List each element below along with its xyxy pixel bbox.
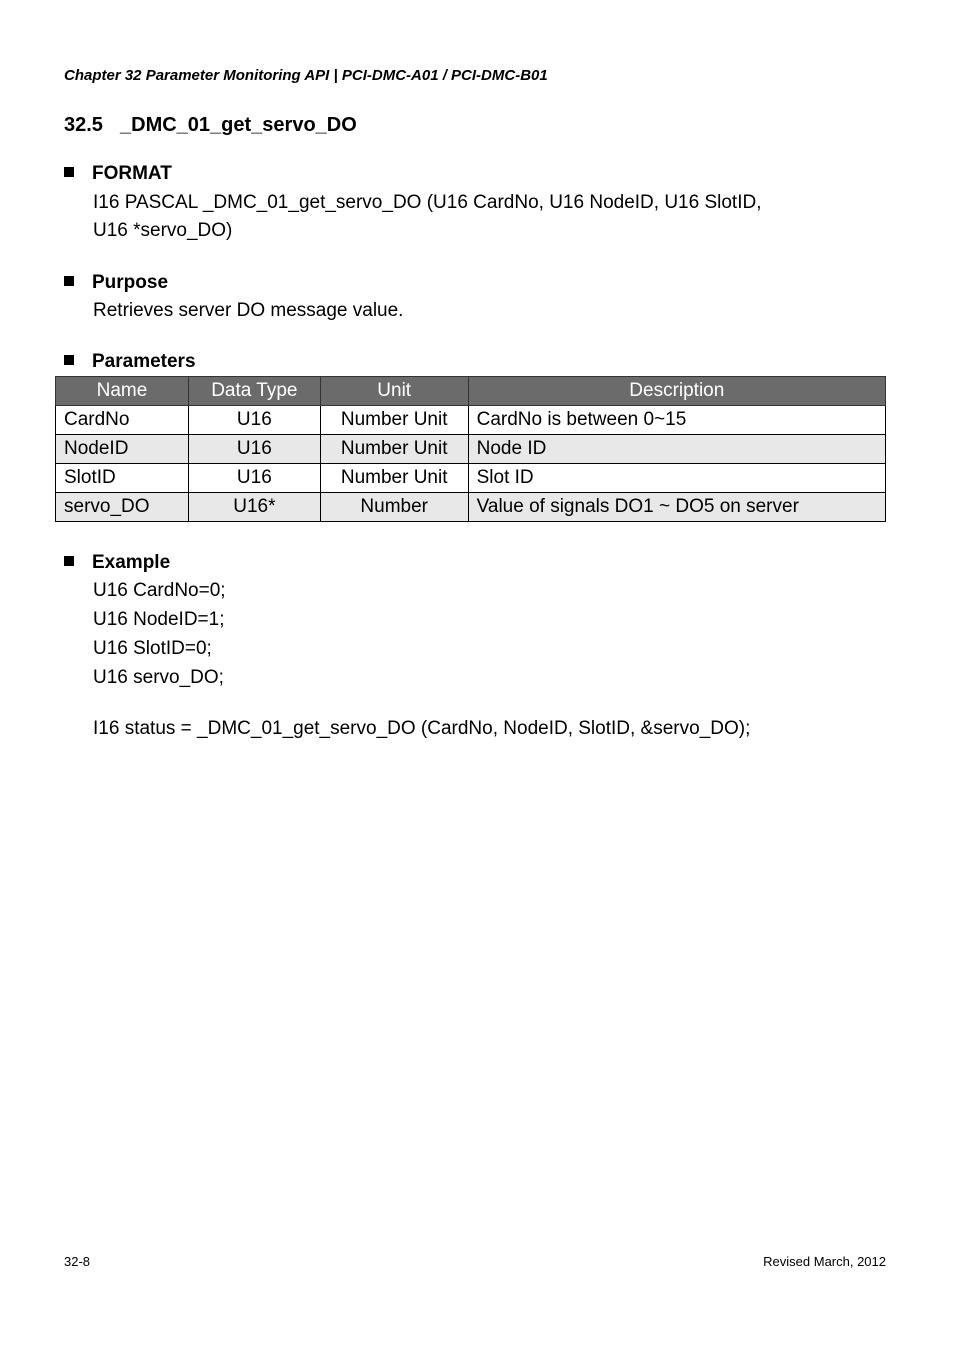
- table-cell: NodeID: [56, 435, 189, 464]
- format-heading: [64, 163, 172, 185]
- table-header-row: [56, 377, 886, 406]
- example-heading: [64, 552, 170, 574]
- example-line-2: U16 NodeID=1;: [93, 609, 225, 630]
- table-cell: Node ID: [468, 435, 885, 464]
- section-number: 32.5: [64, 114, 103, 136]
- table-cell: SlotID: [56, 464, 189, 493]
- column-header: Data Type: [188, 377, 320, 406]
- table-cell: Value of signals DO1 ~ DO5 on server: [468, 493, 885, 522]
- table-cell: Number Unit: [320, 464, 468, 493]
- purpose-text: Retrieves server DO message value.: [93, 300, 404, 321]
- table-cell: Number Unit: [320, 435, 468, 464]
- format-line-1: I16 PASCAL _DMC_01_get_servo_DO (U16 CardNo, U16 NodeID, U16 SlotID,: [93, 192, 762, 213]
- format-heading-label: FORMAT: [92, 163, 172, 184]
- section-name: _DMC_01_get_servo_DO: [120, 114, 357, 136]
- table-cell: servo_DO: [56, 493, 189, 522]
- parameters-heading: [64, 351, 196, 373]
- square-bullet-icon: [64, 167, 74, 177]
- parameters-heading-label: Parameters: [92, 351, 196, 372]
- table-cell: CardNo is between 0~15: [468, 406, 885, 435]
- revision-date: Revised March, 2012: [763, 1254, 886, 1269]
- example-line-4: U16 servo_DO;: [93, 667, 224, 688]
- section-title: [64, 114, 357, 137]
- table-cell: U16: [188, 406, 320, 435]
- example-heading-label: Example: [92, 552, 171, 573]
- square-bullet-icon: [64, 276, 74, 286]
- chapter-header: Chapter 32 Parameter Monitoring API | PCI-DMC-A01 / PCI-DMC-B01: [64, 67, 548, 84]
- table-cell: U16: [188, 435, 320, 464]
- table-cell: U16: [188, 464, 320, 493]
- column-header: Description: [468, 377, 885, 406]
- parameters-table: [55, 376, 886, 522]
- table-row: [56, 435, 886, 464]
- table-cell: Number Unit: [320, 406, 468, 435]
- column-header: Name: [56, 377, 189, 406]
- square-bullet-icon: [64, 556, 74, 566]
- example-line-1: U16 CardNo=0;: [93, 580, 226, 601]
- table-cell: Number: [320, 493, 468, 522]
- table-cell: Slot ID: [468, 464, 885, 493]
- example-line-3: U16 SlotID=0;: [93, 638, 212, 659]
- purpose-heading-label: Purpose: [92, 272, 169, 293]
- format-line-2: U16 *servo_DO): [93, 220, 233, 241]
- page-number: 32-8: [64, 1254, 91, 1269]
- table-cell: CardNo: [56, 406, 189, 435]
- example-call: I16 status = _DMC_01_get_servo_DO (CardNo, NodeID, SlotID, &servo_DO);: [93, 718, 751, 739]
- table-cell: U16*: [188, 493, 320, 522]
- column-header: Unit: [320, 377, 468, 406]
- table-row: [56, 493, 886, 522]
- purpose-heading: [64, 272, 168, 294]
- square-bullet-icon: [64, 355, 74, 365]
- table-row: [56, 464, 886, 493]
- table-row: [56, 406, 886, 435]
